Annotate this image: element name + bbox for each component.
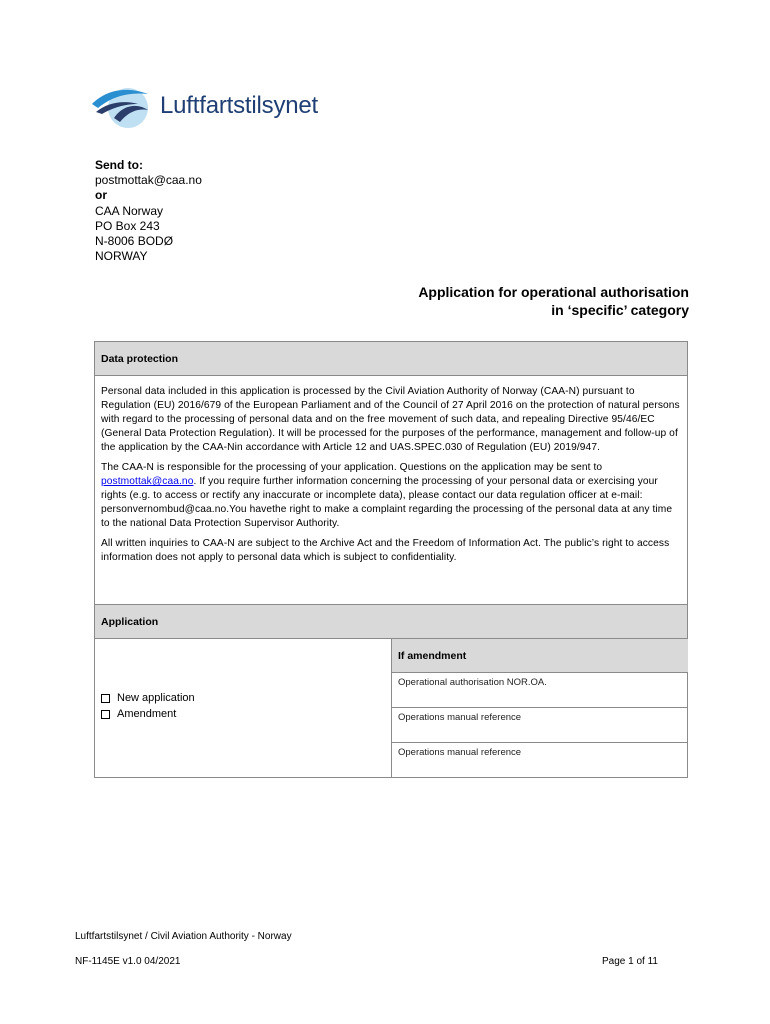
address-line: N-8006 BODØ [95,234,174,249]
new-application-checkbox[interactable] [101,694,110,703]
title-line-2: in ‘specific’ category [551,301,689,318]
send-to-heading: Send to: [95,158,143,172]
data-protection-paragraph-1: Personal data included in this application is processed by the Civil Aviation Authority of Norway (CAA-N) pursuant to Regulation (EU) 2016/679 of the European Parliament and of the Council of 27 April 2016 on the protection of natural persons with regard to the processing of personal data and on the free movement of such data, and repealing Directive 95/46/EC (General Data Protection Regulation). It will be processed for the purposes of the performance, management and follow-up of the application by the CAA-Nin accordance with Article 12 and UAS.SPEC.030 of Regulation (EU) 2019/947. [101,386,680,453]
data-protection-body [95,376,687,565]
application-type-checkboxes [101,690,195,722]
email-link[interactable]: postmottak@caa.no [101,476,194,487]
application-heading: Application [95,605,687,639]
application-section [94,604,688,778]
data-protection-paragraph-3: All written inquiries to CAA-N are subject to the Archive Act and the Freedom of Information Act. The public’s right to access information does not apply to personal data which is subject to confidentiality. [101,538,670,563]
send-to-or: or [95,188,107,203]
logo [90,82,318,130]
footer-organisation: Luftfartstilsynet / Civil Aviation Authority - Norway [75,931,292,942]
logo-text: Luftfartstilsynet [160,92,319,119]
if-amendment-heading: If amendment [392,639,688,673]
footer-form-code: NF-1145E v1.0 04/2021 [75,956,181,967]
operations-manual-reference-field-2[interactable]: Operations manual reference [398,747,522,758]
amendment-cell [391,639,688,777]
operational-authorisation-field[interactable]: Operational authorisation NOR.OA. [392,673,688,708]
footer-page-number: Page 1 of 11 [602,956,658,967]
application-type-cell [95,639,391,777]
address-line: NORWAY [95,249,148,264]
amendment-option[interactable] [101,706,195,722]
data-protection-paragraph-2 [101,461,682,531]
title-line-1: Application for operational authorisation [418,284,689,300]
paragraph-text: The CAA-N is responsible for the processing of your application. Questions on the application may be sent to [101,462,603,473]
data-protection-section [94,341,688,605]
amendment-checkbox[interactable] [101,710,110,719]
new-application-label: New application [117,692,195,704]
address-line: PO Box 243 [95,218,160,233]
logo-bird-icon [90,82,156,130]
address-line: CAA Norway [95,203,164,218]
send-to-block [95,158,202,264]
page-title [418,284,689,319]
send-to-email: postmottak@caa.no [95,173,202,188]
paragraph-text: . If you require further information concerning the processing of your personal data or exercising your rights (e.g. to access or rectify any inaccurate or incomplete data), please contact our data regulation officer at e-mail: personvernombud@caa.no.You havethe right to make a complaint regarding the processing of the personal data at any time to the national Data Protection Supervisor Authority. [101,476,673,529]
operations-manual-reference-field[interactable]: Operations manual reference [392,708,688,743]
new-application-option[interactable] [101,690,195,706]
amendment-label: Amendment [117,708,177,720]
data-protection-heading: Data protection [95,342,687,376]
